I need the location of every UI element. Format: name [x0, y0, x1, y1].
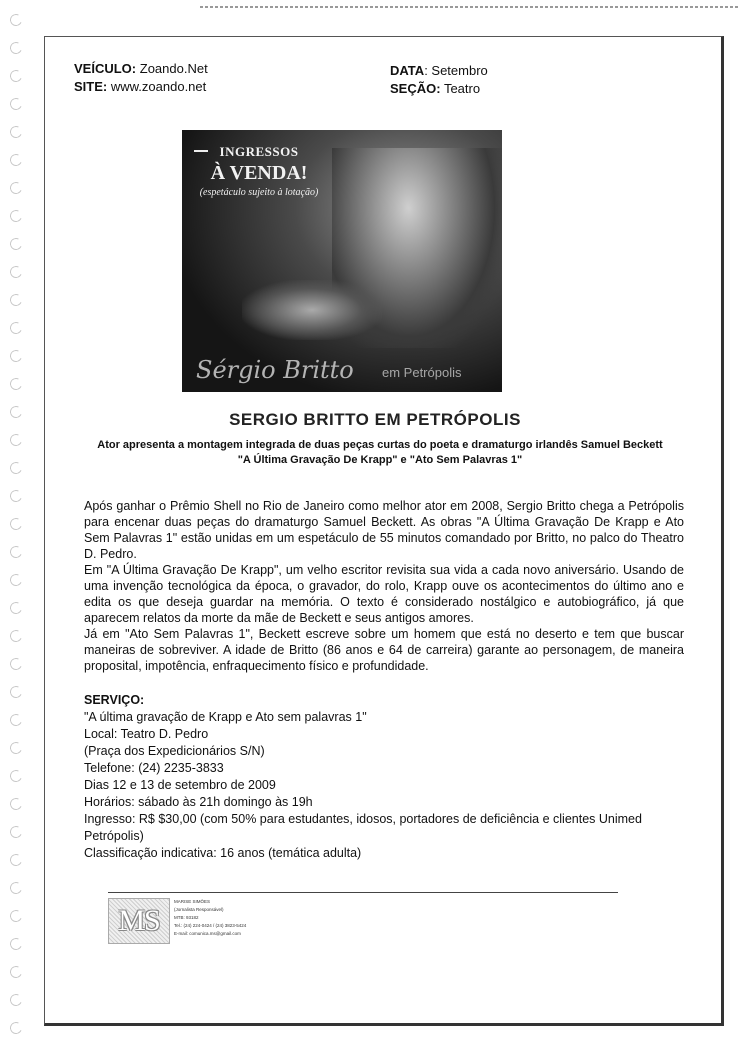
service-line: "A última gravação de Krapp e Ato sem palavras 1": [84, 710, 367, 724]
promo-photo: [182, 130, 502, 392]
footer-contact: [174, 898, 246, 938]
veiculo-label: VEÍCULO:: [74, 61, 137, 76]
paragraph: Em "A Última Gravação De Krapp", um velho escritor revisita sua vida a cada novo aniversário. Usando de uma invenção tecnológica da época, o gravador, do rolo, Krapp ouve os acontecimentos do último ano e edita os que deseja guardar na memória. O texto é considerado nostálgico e autobiográfico, já que aparecem relatos da morte da mãe de Beckett e seus antigos amores.: [84, 563, 684, 625]
binder-holes: [6, 0, 28, 1060]
signature-text: Sérgio Britto: [196, 356, 354, 384]
header-right: [390, 62, 488, 98]
site-value: www.zoando.net: [110, 79, 207, 94]
promo-line-2: À VENDA!: [210, 162, 308, 184]
article-subtitle: [80, 438, 680, 468]
contact-line: Tel.: (24) 224-0424 / (24) 3823-5424: [174, 923, 247, 928]
service-line: Classificação indicativa: 16 anos (temática adulta): [84, 846, 362, 860]
paragraph: Após ganhar o Prêmio Shell no Rio de Janeiro como melhor ator em 2008, Sergio Britto chega a Petrópolis para encenar duas peças do dramaturgo Samuel Beckett. As obras "A Última Gravação De Krapp e Ato Sem Palavras 1" estão unidas em um espetáculo de 55 minutos comandado por Britto, no palco do Theatro D. Pedro.: [84, 499, 684, 561]
service-line: Ingresso: R$ $30,00 (com 50% para estudantes, idosos, portadores de deficiência e clientes Unimed Petrópolis): [84, 812, 642, 843]
service-line: Dias 12 e 13 de setembro de 2009: [84, 778, 276, 792]
site-label: SITE:: [74, 79, 108, 94]
subtitle-line-2: "A Última Gravação De Krapp" e "Ato Sem Palavras 1": [237, 454, 523, 466]
contact-line: (Jornalista Responsável): [174, 907, 224, 912]
service-line: Horários: sábado às 21h domingo às 19h: [84, 795, 313, 809]
secao-value: Teatro: [443, 81, 481, 96]
article-body: [84, 498, 684, 674]
service-line: Local: Teatro D. Pedro: [84, 727, 209, 741]
contact-line: E-mail: comunica.ms@gmail.com: [174, 931, 241, 936]
promo-line-3: (espetáculo sujeito à lotação): [199, 187, 319, 198]
service-line: (Praça dos Expedicionários S/N): [84, 744, 265, 758]
actor-hand: [242, 280, 382, 340]
subtitle-line-1: Ator apresenta a montagem integrada de duas peças curtas do poeta e dramaturgo irlandês Samuel Beckett: [97, 439, 663, 451]
contact-line: MTB: 93182: [174, 915, 199, 920]
footer-divider: [108, 892, 618, 893]
secao-label: SEÇÃO:: [390, 81, 441, 96]
article-title: SERGIO BRITTO EM PETRÓPOLIS: [229, 410, 521, 429]
promo-text: [194, 144, 324, 198]
veiculo-value: Zoando.Net: [139, 61, 208, 76]
scan-line: [200, 6, 740, 8]
data-value: : Setembro: [424, 63, 488, 78]
service-section: [84, 692, 684, 862]
header-left: [74, 60, 208, 96]
ms-logo: MS: [108, 898, 170, 944]
service-line: Telefone: (24) 2235-3833: [84, 761, 224, 775]
promo-line-1: INGRESSOS: [219, 144, 299, 159]
data-label: DATA: [390, 63, 425, 78]
paragraph: Já em "Ato Sem Palavras 1", Beckett escreve sobre um homem que está no deserto e tem que buscar maneiras de sobreviver. A idade de Britto (86 anos e 64 de carreira) garante ao personagem, de maneira proposital, impotência, enfraquecimento físico e profundidade.: [84, 627, 684, 673]
signature-subtext: em Petrópolis: [382, 365, 462, 380]
contact-line: MARISE SIMÕES: [174, 899, 211, 904]
service-title: SERVIÇO:: [84, 693, 145, 707]
